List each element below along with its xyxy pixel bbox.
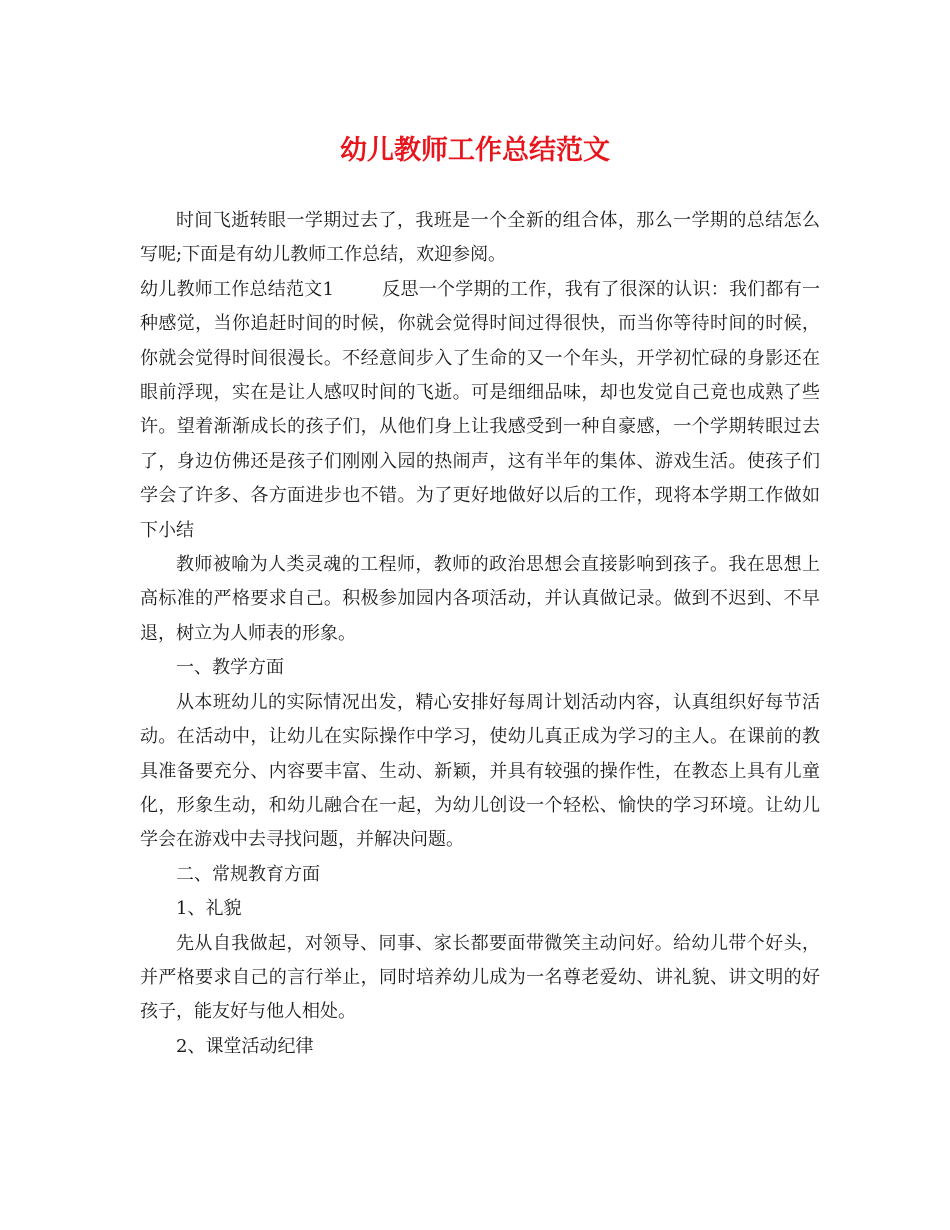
manners-paragraph: 先从自我做起，对领导、同事、家长都要面带微笑主动问好。给幼儿带个好头，并严格要求自己的言行举止，同时培养幼儿成为一名尊老爱幼、讲礼貌、讲文明的好孩子，能友好与他人相处。 (140, 932, 820, 1023)
heading-teaching: 一、教学方面 (176, 657, 284, 679)
section-1-label: 幼儿教师工作总结范文1 (140, 278, 334, 300)
heading-routine: 二、常规教育方面 (176, 863, 320, 885)
heading-manners: 1、礼貌 (176, 898, 242, 920)
section-1-text: 反思一个学期的工作，我有了很深的认识：我们都有一种感觉，当你追赶时间的时候，你就会觉得时间过得很快，而当你等待时间的时候，你就会觉得时间很漫长。不经意间步入了生命的又一个年头，开学初忙碌的身影还在眼前浮现，实在是让人感叹时间的飞逝。可是细细品味，却也发觉自己竟也成熟了些许。望着渐渐成长的孩子们，从他们身上让我感受到一种自豪感，一个学期转眼过去了，身边仿佛还是孩子们刚刚入园的热闹声，这有半年的集体、游戏生活。使孩子们学会了许多、各方面进步也不错。为了更好地做好以后的工作，现将本学期工作做如下小结 (140, 278, 820, 541)
intro-paragraph: 时间飞逝转眼一学期过去了，我班是一个全新的组合体，那么一学期的总结怎么写呢;下面是有幼儿教师工作总结，欢迎参阅。 (140, 210, 820, 266)
section-1-paragraph (140, 273, 820, 548)
teaching-paragraph: 从本班幼儿的实际情况出发，精心安排好每周计划活动内容，认真组织好每节活动。在活动中，让幼儿在实际操作中学习，使幼儿真正成为学习的主人。在课前的教具准备要充分、内容要丰富、生动、新颖，并具有较强的操作性，在教态上具有儿童化，形象生动，和幼儿融合在一起，为幼儿创设一个轻松、愉快的学习环境。让幼儿学会在游戏中去寻找问题，并解决问题。 (140, 691, 820, 851)
document-title: 幼儿教师工作总结范文 (340, 135, 610, 166)
document-body (140, 204, 820, 1064)
heading-discipline: 2、课堂活动纪律 (176, 1035, 314, 1057)
teacher-paragraph: 教师被喻为人类灵魂的工程师，教师的政治思想会直接影响到孩子。我在思想上高标准的严格要求自己。积极参加园内各项活动，并认真做记录。做到不迟到、不早退，树立为人师表的形象。 (140, 554, 820, 644)
